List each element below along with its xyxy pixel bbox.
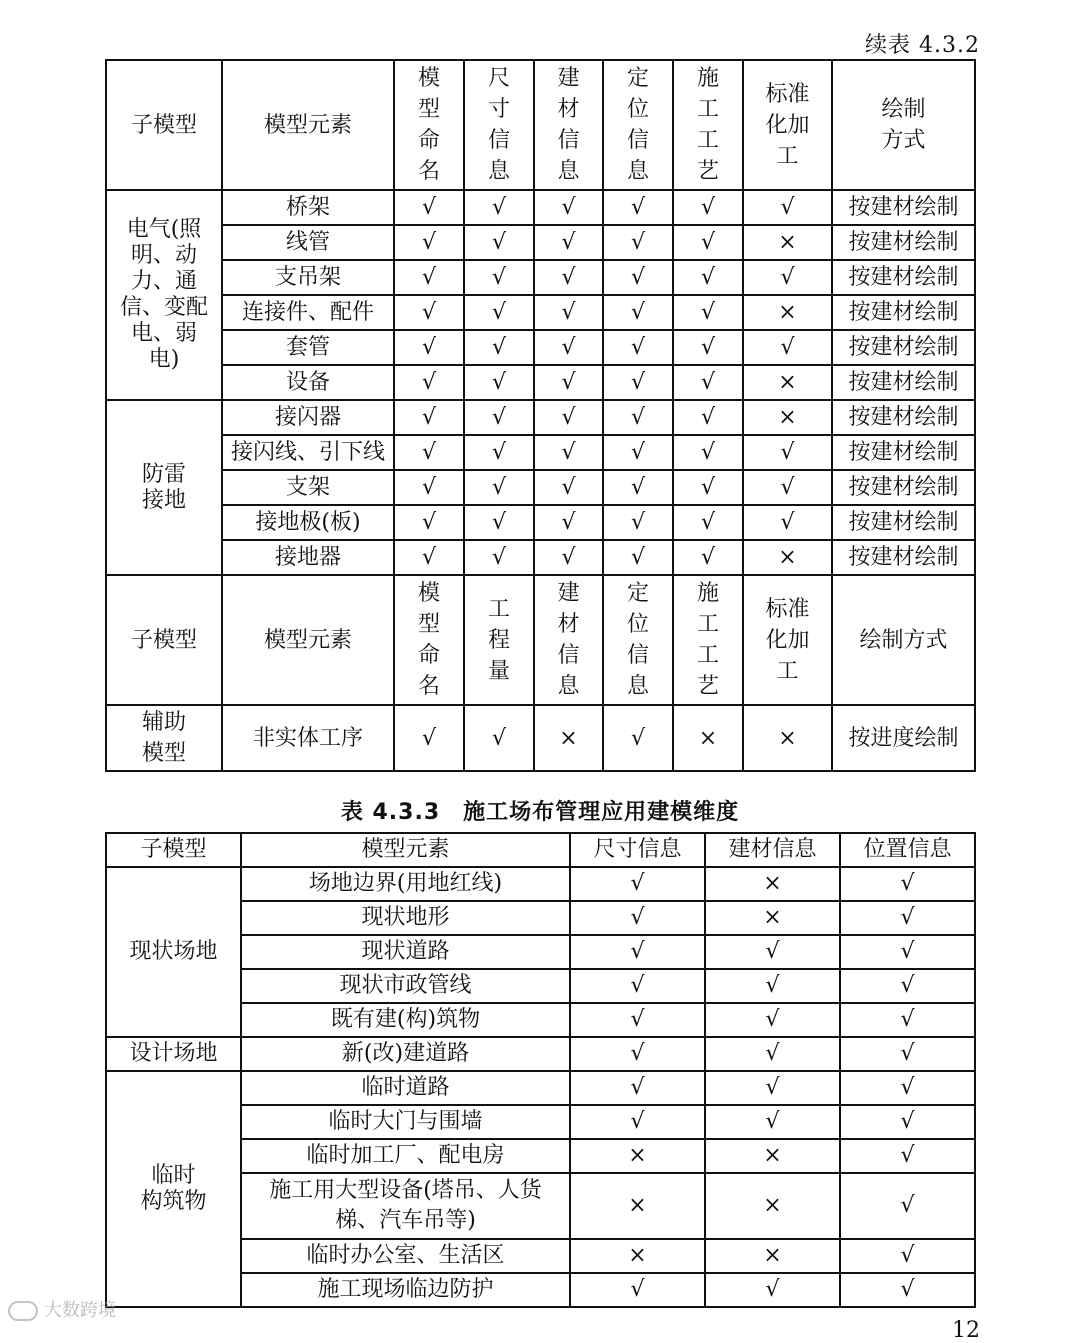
table-row [106,540,975,575]
status-mark: √ [603,190,673,225]
table-row [106,1037,975,1071]
model-element: 设备 [222,365,394,400]
model-element: 支吊架 [222,260,394,295]
status-mark: √ [394,400,464,435]
status-mark: √ [673,330,743,365]
model-element: 非实体工序 [222,705,394,771]
draw-method: 按建材绘制 [832,365,975,400]
status-mark: √ [534,435,603,470]
status-mark: √ [394,705,464,771]
status-mark: √ [673,295,743,330]
table-row [106,867,975,901]
column-header: 模 型 命 名 [394,575,464,705]
column-header: 定 位 信 息 [603,575,673,705]
status-mark: × [743,225,832,260]
status-mark: √ [673,190,743,225]
table-row [106,365,975,400]
status-mark: √ [673,225,743,260]
status-mark: × [743,400,832,435]
model-element: 桥架 [222,190,394,225]
column-header: 模型元素 [222,575,394,705]
column-header: 施 工 工 艺 [673,575,743,705]
status-mark: × [570,1139,705,1173]
status-mark: √ [603,505,673,540]
draw-method: 按建材绘制 [832,330,975,365]
status-mark: × [743,295,832,330]
status-mark: √ [603,330,673,365]
site-layout-dimension-table [105,832,976,1308]
continued-table-label: 续表 4.3.2 [865,33,980,58]
status-mark: √ [840,1139,975,1173]
status-mark: √ [464,190,534,225]
status-mark: √ [705,969,840,1003]
status-mark: × [705,867,840,901]
status-mark: √ [603,295,673,330]
status-mark: √ [534,365,603,400]
status-mark: √ [464,330,534,365]
status-mark: √ [603,365,673,400]
model-element: 连接件、配件 [222,295,394,330]
status-mark: √ [464,540,534,575]
column-header: 子模型 [106,575,222,705]
model-element: 施工现场临边防护 [241,1273,570,1307]
status-mark: √ [570,901,705,935]
watermark-text: 大数跨境 [44,1300,116,1321]
status-mark: √ [673,505,743,540]
status-mark: √ [534,505,603,540]
status-mark: × [743,540,832,575]
model-element: 场地边界(用地红线) [241,867,570,901]
column-header: 标准 化加 工 [743,575,832,705]
page-number: 12 [952,1318,980,1343]
status-mark: √ [603,400,673,435]
status-mark: √ [603,435,673,470]
table-row [106,470,975,505]
status-mark: √ [743,330,832,365]
status-mark: √ [840,1071,975,1105]
status-mark: √ [673,260,743,295]
status-mark: √ [534,260,603,295]
submodel-label: 现状场地 [106,867,241,1037]
draw-method: 按建材绘制 [832,190,975,225]
model-element: 临时办公室、生活区 [241,1239,570,1273]
status-mark: √ [673,470,743,505]
status-mark: √ [464,505,534,540]
table-row [106,190,975,225]
status-mark: √ [534,295,603,330]
column-header: 标准 化加 工 [743,60,832,190]
table-row [106,295,975,330]
header-row [106,833,975,867]
model-element: 施工用大型设备(塔吊、人货 梯、汽车吊等) [241,1173,570,1239]
status-mark: √ [603,260,673,295]
status-mark: √ [570,1037,705,1071]
model-element: 接地极(板) [222,505,394,540]
status-mark: √ [570,1003,705,1037]
status-mark: √ [673,540,743,575]
column-header: 建材信息 [705,833,840,867]
status-mark: √ [705,1037,840,1071]
column-header: 位置信息 [840,833,975,867]
status-mark: √ [464,435,534,470]
chat-bubble-icon [8,1301,38,1321]
submodel-label: 设计场地 [106,1037,241,1071]
status-mark: √ [464,400,534,435]
column-header: 尺 寸 信 息 [464,60,534,190]
status-mark: √ [394,295,464,330]
status-mark: √ [840,867,975,901]
model-element: 现状地形 [241,901,570,935]
table-row [106,260,975,295]
status-mark: √ [840,1273,975,1307]
table-row [106,435,975,470]
header-row [106,575,975,705]
draw-method: 按建材绘制 [832,435,975,470]
model-element: 现状道路 [241,935,570,969]
draw-method: 按建材绘制 [832,260,975,295]
table-row [106,705,975,771]
watermark [8,1296,116,1322]
model-element: 支架 [222,470,394,505]
status-mark: √ [705,1071,840,1105]
status-mark: √ [840,1173,975,1239]
status-mark: √ [570,969,705,1003]
status-mark: √ [840,1239,975,1273]
submodel-label: 防雷 接地 [106,400,222,575]
status-mark: √ [394,260,464,295]
status-mark: √ [394,470,464,505]
status-mark: √ [394,435,464,470]
draw-method: 按进度绘制 [832,705,975,771]
status-mark: √ [603,705,673,771]
column-header: 尺寸信息 [570,833,705,867]
column-header: 模型元素 [222,60,394,190]
model-element: 套管 [222,330,394,365]
draw-method: 按建材绘制 [832,225,975,260]
status-mark: √ [603,470,673,505]
draw-method: 按建材绘制 [832,470,975,505]
column-header: 施 工 工 艺 [673,60,743,190]
model-element: 接闪器 [222,400,394,435]
status-mark: √ [464,705,534,771]
status-mark: √ [534,190,603,225]
model-element: 现状市政管线 [241,969,570,1003]
status-mark: √ [534,330,603,365]
status-mark: √ [673,435,743,470]
column-header: 绘制 方式 [832,60,975,190]
model-element: 既有建(构)筑物 [241,1003,570,1037]
status-mark: √ [840,969,975,1003]
status-mark: × [705,1173,840,1239]
model-element: 临时加工厂、配电房 [241,1139,570,1173]
status-mark: × [743,705,832,771]
status-mark: √ [394,505,464,540]
table-row [106,400,975,435]
bim-dimension-table-continued [105,59,976,772]
status-mark: √ [394,365,464,400]
draw-method: 按建材绘制 [832,295,975,330]
status-mark: √ [743,435,832,470]
status-mark: √ [840,901,975,935]
status-mark: √ [705,1273,840,1307]
table-caption: 表 4.3.3 施工场布管理应用建模维度 [340,800,740,825]
status-mark: √ [570,1071,705,1105]
status-mark: √ [840,1003,975,1037]
table-row [106,330,975,365]
column-header: 建 材 信 息 [534,60,603,190]
model-element: 接地器 [222,540,394,575]
column-header: 工 程 量 [464,575,534,705]
status-mark: √ [840,1105,975,1139]
column-header: 定 位 信 息 [603,60,673,190]
status-mark: × [534,705,603,771]
column-header: 建 材 信 息 [534,575,603,705]
status-mark: √ [570,867,705,901]
status-mark: √ [840,935,975,969]
status-mark: × [743,365,832,400]
status-mark: √ [394,540,464,575]
status-mark: √ [570,1105,705,1139]
column-header: 模型元素 [241,833,570,867]
status-mark: √ [464,365,534,400]
status-mark: √ [705,935,840,969]
status-mark: × [705,1239,840,1273]
status-mark: × [570,1239,705,1273]
status-mark: × [673,705,743,771]
model-element: 接闪线、引下线 [222,435,394,470]
draw-method: 按建材绘制 [832,400,975,435]
column-header: 子模型 [106,833,241,867]
status-mark: √ [743,470,832,505]
status-mark: √ [464,260,534,295]
status-mark: √ [743,505,832,540]
draw-method: 按建材绘制 [832,540,975,575]
status-mark: √ [705,1003,840,1037]
status-mark: √ [570,1273,705,1307]
submodel-label: 辅助 模型 [106,705,222,771]
status-mark: √ [394,225,464,260]
status-mark: √ [534,540,603,575]
model-element: 临时道路 [241,1071,570,1105]
status-mark: √ [840,1037,975,1071]
table-row [106,1071,975,1105]
submodel-label: 电气(照 明、动 力、通 信、变配 电、弱 电) [106,190,222,400]
status-mark: √ [534,400,603,435]
status-mark: √ [603,540,673,575]
column-header: 子模型 [106,60,222,190]
status-mark: √ [743,260,832,295]
status-mark: √ [673,400,743,435]
status-mark: √ [534,470,603,505]
status-mark: √ [705,1105,840,1139]
table-row [106,225,975,260]
header-row [106,60,975,190]
status-mark: × [705,901,840,935]
status-mark: √ [603,225,673,260]
status-mark: √ [570,935,705,969]
status-mark: √ [394,330,464,365]
status-mark: √ [673,365,743,400]
status-mark: √ [464,295,534,330]
model-element: 临时大门与围墙 [241,1105,570,1139]
draw-method: 按建材绘制 [832,505,975,540]
status-mark: √ [534,225,603,260]
status-mark: √ [464,225,534,260]
column-header: 绘制方式 [832,575,975,705]
status-mark: × [570,1173,705,1239]
status-mark: √ [743,190,832,225]
status-mark: × [705,1139,840,1173]
column-header: 模 型 命 名 [394,60,464,190]
table-row [106,505,975,540]
status-mark: √ [394,190,464,225]
submodel-label: 临时 构筑物 [106,1071,241,1307]
model-element: 线管 [222,225,394,260]
model-element: 新(改)建道路 [241,1037,570,1071]
status-mark: √ [464,470,534,505]
